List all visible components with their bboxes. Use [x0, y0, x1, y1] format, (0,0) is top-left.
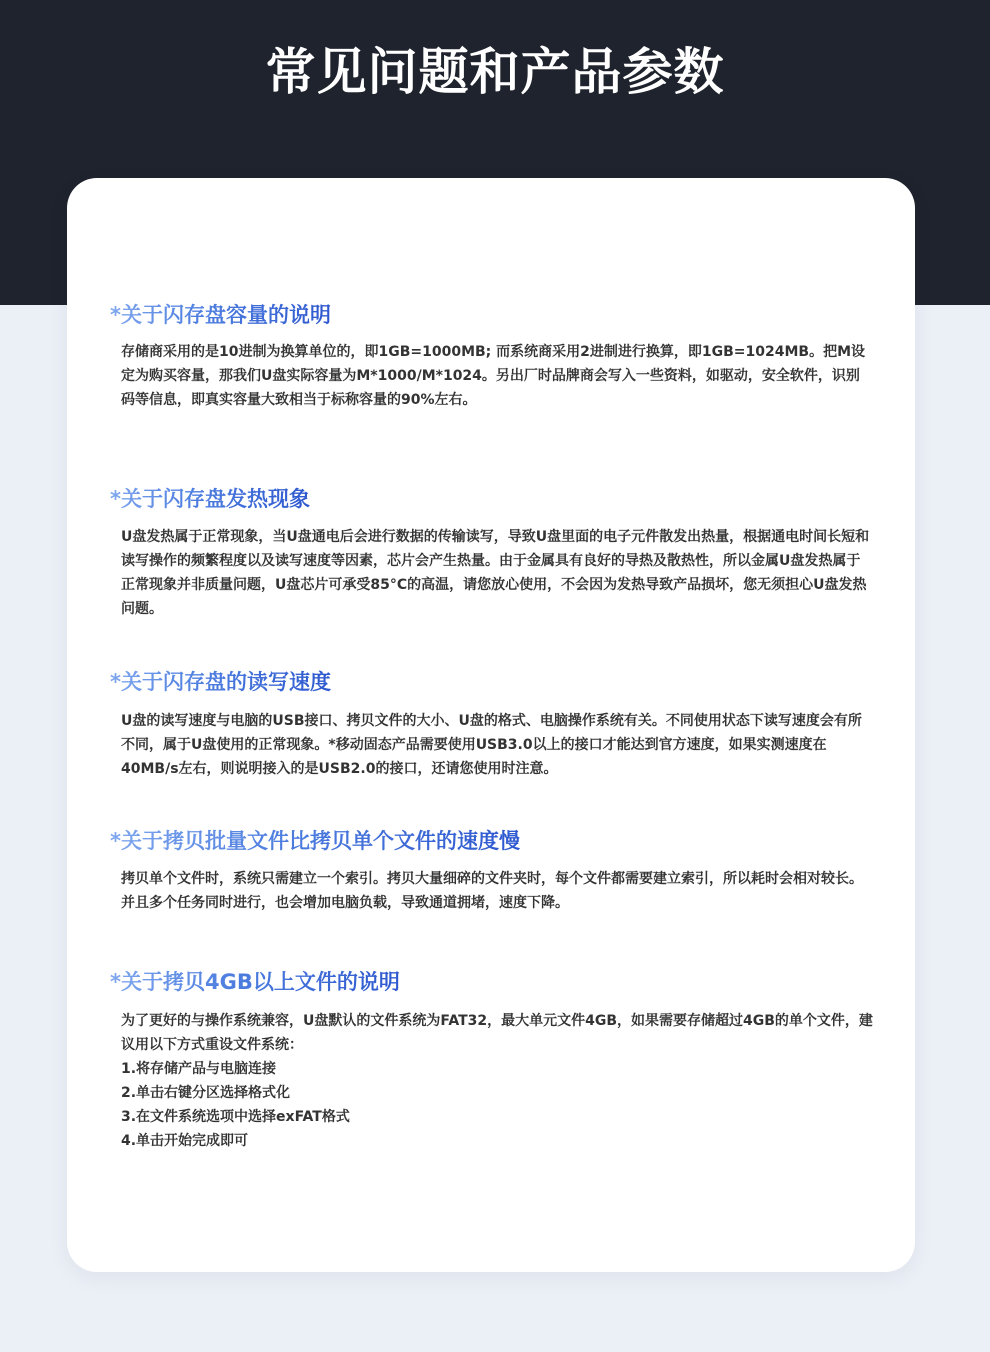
section-title: *关于拷贝批量文件比拷贝单个文件的速度慢 [110, 826, 520, 856]
section-body [121, 340, 873, 412]
section-text: 拷贝单个文件时，系统只需建立一个索引。拷贝大量细碎的文件夹时，每个文件都需要建立索引，所以耗时会相对较长。并且多个任务同时进行，也会增加电脑负载，导致通道拥堵，速度下降。 [121, 871, 863, 911]
section-title: *关于闪存盘容量的说明 [110, 300, 331, 330]
section-body [121, 709, 873, 781]
section-text: U盘发热属于正常现象，当U盘通电后会进行数据的传输读写，导致U盘里面的电子元件散发出热量，根据通电时间长短和读写操作的频繁程度以及读写速度等因素，芯片会产生热量。由于金属具有良好的导热及散热性，所以金属U盘发热属于正常现象并非质量问题，U盘芯片可承受85°C的高温，请您放心使用，不会因为发热导致产品损坏，您无须担心U盘发热问题。 [121, 529, 870, 617]
step-item: 2.单击右键分区选择格式化 [121, 1085, 291, 1101]
section-body [121, 525, 873, 621]
section-body [121, 1009, 873, 1153]
section-title: *关于拷贝4GB以上文件的说明 [110, 967, 400, 997]
faq-card [67, 178, 915, 1272]
step-item: 1.将存储产品与电脑连接 [121, 1061, 277, 1077]
section-title: *关于闪存盘发热现象 [110, 484, 310, 514]
section-title: *关于闪存盘的读写速度 [110, 667, 331, 697]
section-body [121, 867, 873, 915]
section-text: 存储商采用的是10进制为换算单位的，即1GB=1000MB; 而系统商采用2进制进行换算，即1GB=1024MB。把M设定为购买容量，那我们U盘实际容量为M*1000/M*1024。另出厂时品牌商会写入一些资料，如驱动，安全软件，识别码等信息，即真实容量大致相当于标称容量的90%左右。 [121, 344, 866, 408]
step-item: 4.单击开始完成即可 [121, 1133, 249, 1149]
section-text: 为了更好的与操作系统兼容，U盘默认的文件系统为FAT32，最大单元文件4GB，如果需要存储超过4GB的单个文件，建议用以下方式重设文件系统： [121, 1013, 873, 1053]
section-text: U盘的读写速度与电脑的USB接口、拷贝文件的大小、U盘的格式、电脑操作系统有关。不同使用状态下读写速度会有所不同，属于U盘使用的正常现象。*移动固态产品需要使用USB3.0以上的接口才能达到官方速度，如果实测速度在40MB/s左右，则说明接入的是USB2.0的接口，还请您使用时注意。 [121, 713, 862, 777]
step-item: 3.在文件系统选项中选择exFAT格式 [121, 1109, 350, 1125]
page-title: 常见问题和产品参数 [265, 43, 725, 101]
